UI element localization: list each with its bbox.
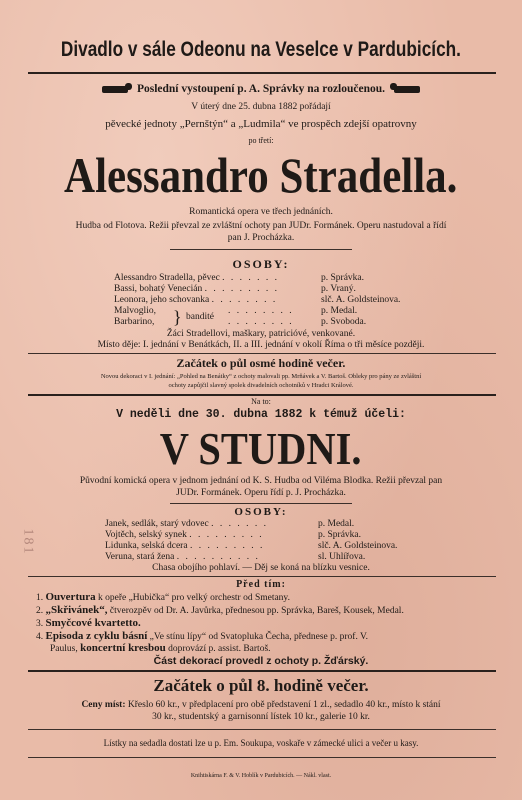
bandite-label: bandité: [186, 312, 214, 322]
po-treti: po třetí:: [248, 136, 274, 145]
na-to: Na to:: [251, 397, 271, 406]
divider: [28, 670, 496, 672]
divider: [170, 503, 352, 504]
divider: [28, 757, 496, 758]
prices-line-2: 30 kr., studentský a garnisonní lístek 10 kr., galerie 10 kr.: [152, 712, 370, 722]
play-subtitle: Romantická opera ve třech jednáních.: [189, 207, 333, 217]
cast-row: Leonora, jeho schovanka . . . . . . . .: [114, 295, 278, 305]
cast-actor: slč. A. Goldsteinova.: [318, 541, 398, 551]
cast-actor: sl. Uhlířova.: [318, 552, 366, 562]
date-line: V úterý dne 25. dubna 1882 pořádají: [191, 102, 331, 112]
cast-row: Lidunka, selská dcera . . . . . . . . .: [105, 541, 265, 551]
ticket-info: Lístky na sedadla dostati lze u p. Em. Soukupa, voskaře v zámecké ulici a večer u kasy.: [103, 738, 419, 748]
pred-tim: Před tím:: [236, 579, 286, 590]
cast-actor: p. Správka.: [321, 273, 365, 283]
cast-row: Janek, sedlák, starý vdovec . . . . . . .: [105, 519, 268, 529]
cast-heading-2: OSOBY:: [234, 506, 288, 518]
cast-row: Bassi, bohatý Venecián . . . . . . . . .: [114, 284, 279, 294]
venue-heading: Divadlo v sále Odeonu na Veselce v Pardubicích.: [60, 38, 462, 61]
printer-credit: Knihtiskárna F. & V. Hoblík v Pardubicích. — Nákl. vlast.: [190, 773, 332, 779]
cast-actor: slč. A. Goldsteinova.: [321, 295, 401, 305]
cast-actor: p. Správka.: [318, 530, 362, 540]
organizer-line: pěvecké jednoty „Pernštýn“ a „Ludmila“ ve prospěch zdejší opatrovny: [105, 118, 417, 130]
cast-actor: p. Medal.: [321, 306, 358, 316]
decoration-note: Novou dekoraci v I. jednání: „Pohled na Benátky“ z ochoty malovali pp. Mrňávek a V. Bartoš. Obleky pro pány ze zvláštní: [100, 373, 422, 380]
credits-line-2: pan J. Procházka.: [227, 233, 295, 243]
program-item: 4. Episoda z cyklu básní „Ve stínu lípy“ od Svatopluka Čecha, přednese p. prof. V.: [36, 630, 369, 642]
date-line-2: V neděli dne 30. dubna 1882 k témuž účeli:: [116, 408, 406, 421]
farewell-line: Poslední vystoupení p. A. Správky na rozloučenou.: [0, 83, 522, 95]
decor-credit: Část dekorací provedl z ochoty p. Žďárský.: [153, 655, 369, 667]
play-title: Alessandro Stradella.: [64, 147, 458, 203]
pointing-hand-left-icon: [394, 86, 420, 93]
divider: [28, 729, 496, 730]
pointing-hand-right-icon: [102, 86, 128, 93]
cast-row: Vojtěch, selský synek . . . . . . . . .: [105, 530, 264, 540]
cast-actor: p. Vraný.: [321, 284, 356, 294]
extras-line: Žáci Stradellovi, maškary, patricióvé, venkované.: [166, 329, 356, 339]
dots: . . . . . . . .: [228, 306, 294, 316]
prices-line: Ceny míst: Křeslo 60 kr., v předplacení pro obě představení 1 zl., sedadlo 40 kr., místo k stání: [81, 700, 441, 710]
start-time-2: Začátek o půl 8. hodině večer.: [153, 676, 369, 695]
decoration-note-2: ochoty zapůjčil slavný spolek divadelních ochotníků v Hradci Králové.: [168, 382, 354, 389]
cast-row: Alessandro Stradella, pěvec . . . . . . .: [114, 273, 280, 283]
divider: [170, 249, 352, 250]
divider: [28, 576, 496, 577]
archive-stamp: 181: [20, 528, 36, 556]
divider: [28, 72, 496, 74]
play-title-2: V STUDNI.: [160, 423, 362, 474]
program-item-cont: Paulus, koncertní kresbou doprovází p. assist. Bartoš.: [50, 642, 271, 654]
divider: [28, 394, 496, 396]
divider: [28, 353, 496, 354]
program-item: 2. „Skřivánek“, čtverozpěv od Dr. A. Javůrka, přednesou pp. Správka, Bareš, Kousek, Medal.: [36, 604, 404, 616]
place-line: Místo děje: I. jednání v Benátkách, II. a III. jednání v okolí Říma o tři měsíce později.: [97, 340, 425, 350]
cast-row: Veruna, stará žena . . . . . . . . . .: [105, 552, 260, 562]
cast-actor: p. Svoboda.: [321, 317, 367, 327]
description-line-2: JUDr. Formánek. Operu řídí p. J. Procházka.: [176, 488, 346, 498]
program-item: 1. Ouvertura k opeře „Hubička“ pro velký orchestr od Smetany.: [36, 591, 290, 603]
cast-actor: p. Medal.: [318, 519, 355, 529]
extras-line-2: Chasa obojího pohlaví. — Děj se koná na blízku vesnice.: [152, 563, 370, 573]
credits-line: Hudba od Flotova. Režii převzal ze zvláštní ochoty pan JUDr. Formánek. Operu nastudoval a řídí: [75, 221, 447, 231]
cast-row: Malvoglio,: [114, 306, 156, 316]
start-time: Začátek o půl osmé hodině večer.: [176, 356, 346, 370]
cast-heading: OSOBY:: [232, 257, 290, 271]
dots: . . . . . . . .: [228, 317, 294, 327]
program-item: 3. Smyčcové kvartetto.: [36, 617, 141, 629]
description-line: Původní komická opera v jednom jednání od K. S. Hudba od Viléma Blodka. Režii převzal pan: [79, 476, 443, 486]
brace: }: [173, 307, 182, 327]
cast-row: Barbarino,: [114, 317, 155, 327]
